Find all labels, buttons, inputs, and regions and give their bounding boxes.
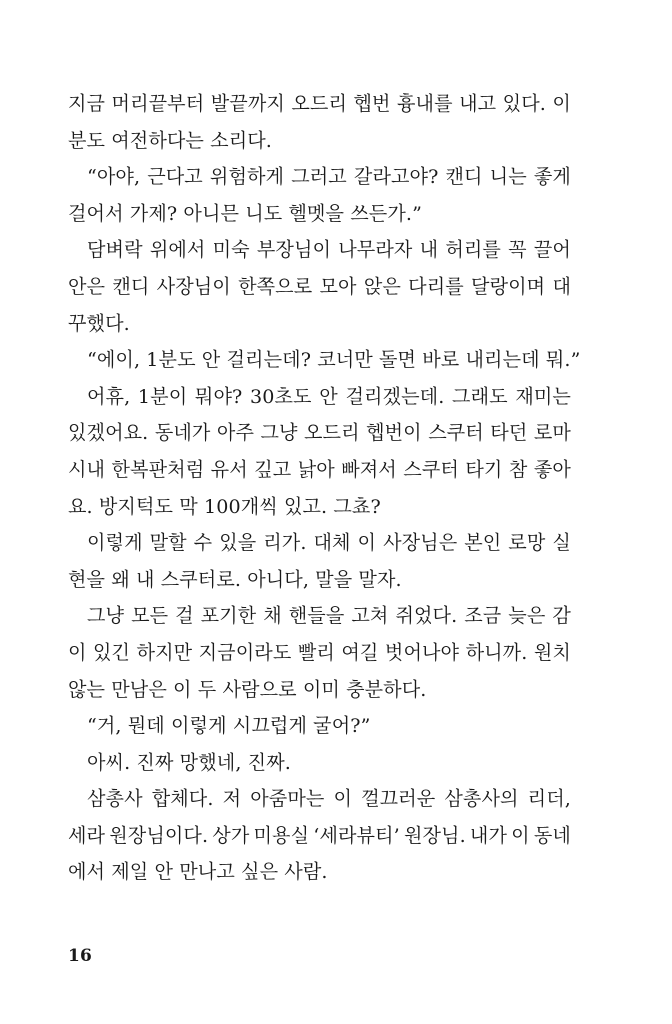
text-run: 여길	[341, 640, 379, 664]
text-run: 이	[511, 823, 530, 847]
text-run: 고쳐	[351, 604, 389, 628]
text-run: 본인	[464, 531, 502, 555]
text-line	[68, 818, 571, 855]
text-run: 저	[222, 787, 242, 811]
text-run: 30초도	[250, 384, 312, 408]
text-run: 깊고	[254, 457, 292, 481]
text-line	[68, 415, 571, 452]
text-run: 이렇게	[87, 531, 143, 555]
text-run: 벗어나야	[384, 640, 460, 664]
text-line	[68, 781, 571, 818]
text-run: 헵번이	[366, 421, 422, 445]
text-run: 삼총사의	[444, 787, 519, 811]
text-run: ‘세라뷰티’	[313, 823, 400, 847]
text-run: 동네	[533, 823, 571, 847]
text-run: 머리끝부터	[111, 92, 205, 115]
text-run: 앉은	[363, 274, 401, 298]
text-run: 대체	[313, 531, 351, 555]
text-run: 조금	[464, 604, 502, 628]
text-run: 내고	[459, 92, 497, 115]
text-run: 원장님이다.	[109, 823, 209, 847]
text-run: 오드리	[291, 92, 348, 115]
text-run: 삼총사	[87, 787, 143, 811]
text-run: 그러고	[291, 165, 347, 189]
text-run: 이	[68, 640, 87, 664]
text-run: 스쿠터	[428, 421, 484, 445]
text-run: 로망	[508, 531, 546, 555]
text-run: 상가	[212, 823, 250, 847]
paragraph	[68, 745, 571, 782]
text-run: 안은	[68, 274, 106, 298]
text-run: 끌어	[533, 238, 571, 262]
text-run: “아야,	[87, 165, 141, 189]
page-number: 16	[68, 946, 93, 966]
text-run: 로마	[533, 421, 571, 445]
text-run: 미용실	[253, 823, 310, 847]
text-run: 대	[552, 274, 571, 298]
text-run: 유서	[210, 457, 248, 481]
text-run: 포기한	[200, 604, 257, 628]
text-run: 허리를	[445, 238, 501, 262]
paragraph	[68, 232, 571, 342]
text-line: “거, 뭔데 이렇게 시끄럽게 굴어?”	[87, 714, 371, 738]
text-run: 껄끄러운	[361, 787, 436, 811]
text-run: 부장님이	[256, 238, 332, 262]
text-run: 꼭	[508, 238, 527, 262]
text-run: 모든	[131, 604, 169, 628]
text-line: 꾸했다.	[68, 311, 130, 335]
text-run: 좋아	[533, 457, 571, 481]
text-run: 걸	[175, 604, 194, 628]
text-run: 실	[552, 531, 571, 555]
text-run: 빠져서	[341, 457, 397, 481]
text-run: 스쿠터	[403, 457, 459, 481]
text-run: 이	[357, 531, 377, 555]
text-run: 동네가	[154, 421, 211, 445]
paragraph	[68, 86, 571, 159]
text-line: 분도 여전하다는 소리다.	[68, 128, 272, 152]
text-line	[68, 452, 571, 489]
paragraph	[68, 342, 581, 379]
text-line: 아씨. 진짜 망했네, 진짜.	[87, 750, 291, 774]
text-run: 있다.	[502, 92, 546, 115]
paragraph	[68, 708, 571, 745]
text-line	[68, 159, 571, 196]
text-run: 낡아	[297, 457, 335, 481]
text-run: 그냥	[87, 604, 125, 628]
text-run: 달랑이며	[471, 274, 546, 298]
text-run: 갈라고야?	[353, 165, 439, 189]
text-run: 있겠어요.	[68, 421, 149, 445]
text-run: 타던	[490, 421, 528, 445]
text-line	[68, 379, 571, 416]
text-run: 미숙	[212, 238, 250, 262]
text-run: 나무라자	[338, 238, 413, 262]
text-run: 리더,	[527, 787, 571, 811]
text-line: 않는 만남은 이 두 사람으로 이미 충분하다.	[68, 677, 427, 701]
text-run: 지금이라도	[198, 640, 292, 664]
text-run: 발끝까지	[210, 92, 285, 115]
text-run: 캔디	[112, 274, 150, 298]
text-run: 모아	[319, 274, 357, 298]
text-run: 재미는	[515, 384, 571, 408]
text-run: 원치	[533, 640, 571, 664]
text-run: 이	[552, 92, 571, 115]
text-run: 캔디	[445, 165, 483, 189]
text-run: 참	[508, 457, 528, 481]
text-run: 어휴,	[87, 384, 131, 408]
text-run: 위험하게	[209, 165, 285, 189]
text-run: 시내	[68, 457, 106, 481]
text-run: 사장님이	[156, 274, 231, 298]
text-run: 담벼락	[87, 238, 143, 262]
text-run: 빨리	[297, 640, 335, 664]
text-run: 그래도	[452, 384, 508, 408]
text-run: 걸리겠는데.	[345, 384, 445, 408]
text-line	[68, 635, 571, 672]
text-run: 늦은	[508, 604, 546, 628]
text-run: 합체다.	[151, 787, 214, 811]
paragraph	[68, 159, 571, 232]
text-run: 오드리	[304, 421, 360, 445]
text-run: 아주	[216, 421, 254, 445]
text-run: 니는	[489, 165, 527, 189]
text-run: 하니까.	[465, 640, 528, 664]
text-run: 위에서	[149, 238, 206, 262]
text-run: 있긴	[93, 640, 131, 664]
text-run: 하지만	[136, 640, 193, 664]
text-run: 한쪽으로	[238, 274, 313, 298]
paragraph	[68, 598, 571, 708]
text-run: 안	[319, 384, 338, 408]
text-run: 쥐었다.	[395, 604, 458, 628]
text-line	[68, 269, 571, 306]
text-run: 감	[552, 604, 571, 628]
paragraph	[68, 525, 571, 598]
text-run: 그냥	[260, 421, 298, 445]
text-line: 현을 왜 내 스쿠터로. 아니다, 말을 말자.	[68, 567, 402, 591]
text-run: 한복판처럼	[111, 457, 205, 481]
text-run: 말할	[149, 531, 187, 555]
text-run: 1분이	[137, 384, 188, 408]
text-run: 헵번	[353, 92, 391, 115]
text-run: 다리를	[408, 274, 464, 298]
text-line: 에서 제일 안 만나고 싶은 사람.	[68, 860, 328, 884]
text-run: 수	[193, 531, 213, 555]
text-run: 근다고	[147, 165, 203, 189]
text-line: 걸어서 가제? 아니믄 니도 헬멧을 쓰든가.”	[68, 201, 422, 225]
text-run: 흉내를	[397, 92, 453, 115]
text-run: 원장님.	[403, 823, 466, 847]
text-line	[68, 525, 571, 562]
text-line	[68, 598, 571, 635]
text-run: 채	[263, 604, 282, 628]
text-run: 사장님은	[383, 531, 458, 555]
text-run: 이	[333, 787, 353, 811]
body-text-column	[68, 86, 581, 891]
text-run: 뭐야?	[194, 384, 243, 408]
text-run: 있을	[219, 531, 257, 555]
text-line	[68, 232, 571, 269]
text-run: 내가	[469, 823, 508, 847]
paragraph	[68, 781, 571, 891]
text-run: 내	[419, 238, 439, 262]
text-line	[68, 86, 571, 123]
text-run: 세라	[68, 823, 106, 847]
text-run: 리가.	[263, 531, 307, 555]
text-line: 요. 방지턱도 막 100개씩 있고. 그쵸?	[68, 494, 381, 518]
text-run: 아줌마는	[250, 787, 325, 811]
text-run: 좋게	[533, 165, 571, 189]
text-run: 타기	[465, 457, 503, 481]
text-line: “에이, 1분도 안 걸리는데? 코너만 돌면 바로 내리는데 뭐.”	[87, 348, 581, 372]
paragraph	[68, 379, 571, 525]
text-run: 핸들을	[288, 604, 345, 628]
text-run: 지금	[68, 92, 106, 115]
